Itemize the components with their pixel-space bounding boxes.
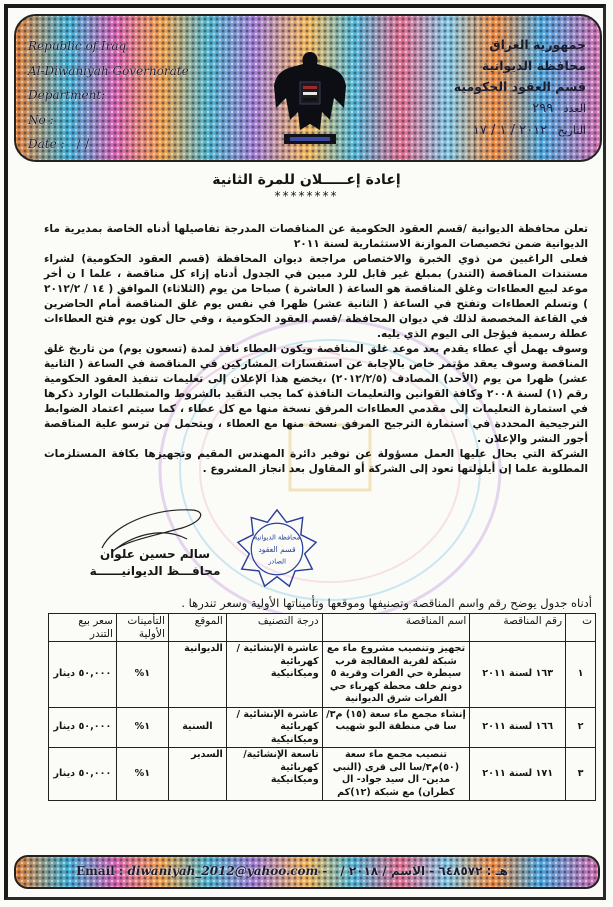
footer-separator: - <box>322 864 328 878</box>
col-header-price: سعر بيع التندر <box>49 614 117 642</box>
tenders-table <box>48 613 596 801</box>
stamp-text-1: محافظة الديوانية <box>253 533 301 542</box>
cell-name: تنصيب مجمع ماء سعة (٥٠)م٣/سا الى قرى (النبي مدين- ال سيد جواد- ال كطران) مع شبكة (١٢)كم <box>322 748 470 801</box>
letterhead-date-label-ar: التاريخ <box>557 124 586 137</box>
letterhead-country-en: Republic of Iraq <box>28 39 127 53</box>
letterhead-date-value-ar: ٢٠١٢ / ١ / ١٧ <box>472 123 548 138</box>
table-row <box>49 748 596 801</box>
body-paragraph: الشركة التي يحال عليها العمل مسؤولة عن توفير دائرة المهندس المقيم وتجهيزها بكافة المستلزمات المطلوبة علما إن أيلولتها تعود إلى الشركة أو المقاول بعد انجاز المشروع . <box>44 448 588 475</box>
signer-name: سالم حسين علوان <box>99 547 211 561</box>
signature-block <box>70 546 240 580</box>
cell-location: السنية <box>168 707 226 748</box>
footer-band <box>14 855 600 889</box>
cell-location: الديوانية <box>168 642 226 708</box>
cell-classification: عاشرة الإنشائية / كهربائية وميكانيكية <box>226 707 322 748</box>
table-caption: أدناه جدول يوضح رقم واسم المناقصة وتصنيفها وموقعها وتأميناتها الأولية وسعر تندرها . <box>181 596 592 610</box>
iraq-eagle-emblem-icon <box>270 46 350 150</box>
table-header-row <box>49 614 596 642</box>
cell-insurance: ١% <box>116 642 168 708</box>
letterhead-governorate-en: Al-Diwaniyah Governorate <box>28 63 189 78</box>
table-row <box>49 642 596 708</box>
letterhead-governorate-ar: محافظة الديوانية <box>481 58 586 73</box>
announcement-heading <box>0 172 613 203</box>
footer-email-label: Email : <box>76 864 124 878</box>
letterhead-country-ar: جمهورية العراق <box>489 37 586 52</box>
body-paragraph: وسوف يهمل أي عطاء يقدم بعد موعد غلق المناقصة ويكون العطاء نافذ لمدة (تسعون يوم) من تاريخ غلق المناقصة وسوف يعقد مؤتمر خاص بالإجابة عن استفسارات المشاركين في المناقصة في الساعة ( الثانية عشر) ظهرا من يوم (الأحد) المصادف (٢٠١٢/٢/٥) ،يخضع هذا الإعلان إلى تعليمات تنفيذ العقود الحكومية رقم (١) لسنة ٢٠٠٨ وكافة القوانين والتعليمات النافذة كما يجب التقيد بالشروط والمتطلبات الوارد ذكرها في استمارة التعليمات إلى مقدمي العطاءات المرفق نسخة منها مع كل عطاء ، كما سيتم اعتماد الضوابط الترجيحية المحددة في استمارة الترجيح المرفق نسخة منها مع العطاء ، ويتحمل من ترسو علية المناقصة أجور النشر والإعلان . <box>44 343 589 445</box>
letterhead-number-label: العدد <box>563 102 586 115</box>
letterhead-number-row <box>454 97 586 119</box>
cell-price: ٥٠,٠٠٠ دينار <box>49 642 117 708</box>
official-stamp-icon <box>236 508 318 590</box>
footer-phone-line: هـ : ٦٤٨٥٧٢ - الاسم / ٢٠١٨ / <box>340 864 508 878</box>
cell-price: ٥٠,٠٠٠ دينار <box>49 748 117 801</box>
col-header-location: الموقع <box>168 614 226 642</box>
cell-insurance: ١% <box>116 707 168 748</box>
cell-insurance: ١% <box>116 748 168 801</box>
col-header-classification: درجة التصنيف <box>226 614 322 642</box>
cell-price: ٥٠,٠٠٠ دينار <box>49 707 117 748</box>
cell-name: تجهيز وتنصيب مشروع ماء مع شبكة لقرية العقالجة قرب سيطرة حي الفرات وقرية ٥ دونم خلف محطة كهرباء حي الفرات شرق الديوانية <box>322 642 470 708</box>
footer-email-line <box>76 864 327 878</box>
letterhead-arabic <box>454 34 586 141</box>
cell-classification: تاسعة الإنشائية/ كهربائية وميكانيكية <box>226 748 322 801</box>
stamp-text-2: قسم العقود <box>258 544 296 554</box>
cell-number: ١٧١ لسنة ٢٠١١ <box>470 748 566 801</box>
letterhead-department-label: Department: <box>28 88 106 102</box>
letterhead-date-label: Date : <box>28 137 65 151</box>
letterhead-no-label: No : <box>28 112 54 127</box>
announcement-title: إعادة إعـــــلان للمرة الثانية <box>212 172 401 188</box>
table-row <box>49 707 596 748</box>
letterhead-english <box>28 34 189 158</box>
announcement-body <box>44 222 588 477</box>
cell-seq: ٣ <box>566 748 596 801</box>
tenders-section <box>40 596 596 801</box>
letterhead-date-value-en: / / <box>76 137 90 152</box>
body-paragraph: فعلى الراغبين من ذوي الخبرة والاختصاص مراجعة ديوان المحافظة (قسم العقود الحكومية) لشراء مستندات المناقصة (التندر) بمبلغ غير قابل للرد مبين في الجدول أدناه إزاء كل مناقصة ، علما ا ن أخر موعد لبيع العطاءات وغلق المناقصة هو الساعة ( العاشرة ) صباحا من يوم (الثلاثاء) الموافق ( ١٤ / ٢٠١٢/٢ ) وتسلم العطاءات وتفتح في الساعة ( الثانية عشر) ظهرا في نفس يوم غلق المناقصة أمام الحاضرين في القاعة المخصصة لذلك في ديوان المحافظة /قسم العقود الحكومية ، وفي حال كون يوم فتح العطاءات عطلة رسمية فيؤجل الى اليوم الذي يليه. <box>44 253 589 340</box>
cell-location: السدير <box>168 748 226 801</box>
cell-number: ١٦٣ لسنة ٢٠١١ <box>470 642 566 708</box>
letterhead <box>14 14 602 162</box>
letterhead-department-ar: قسم العقود الحكومية <box>453 79 586 94</box>
letterhead-date-row-ar <box>454 119 586 141</box>
cell-seq: ٢ <box>566 707 596 748</box>
cell-classification: عاشرة الإنشائية /كهربائية وميكانيكية <box>226 642 322 708</box>
announcement-stars: ******** <box>274 189 339 203</box>
cell-seq: ١ <box>566 642 596 708</box>
footer-email-address[interactable]: diwaniyah_2012@yahoo.com <box>127 864 319 878</box>
letterhead-date-row <box>28 132 189 158</box>
letterhead-number-value: ٢٩٩ <box>532 101 554 116</box>
col-header-seq: ت <box>566 614 596 642</box>
col-header-insurance: التأمينات الأولية <box>116 614 168 642</box>
cell-name: إنشاء مجمع ماء سعة (١٥) م٣/سا في منطقة البو شهيب <box>322 707 470 748</box>
col-header-name: اسم المناقصة <box>322 614 470 642</box>
signer-title: محافـــظ الديوانيــــــة <box>89 564 221 578</box>
col-header-number: رقم المناقصة <box>470 614 566 642</box>
body-paragraph: تعلن محافظة الديوانية /قسم العقود الحكومية عن المناقصات المدرجة تفاصيلها أدناه الخاصة بمديرية ماء الديوانية ضمن تخصيصات الموازنة الاستثمارية لسنة ٢٠١١ <box>44 223 588 250</box>
stamp-text-3: الصادر <box>268 557 286 566</box>
cell-number: ١٦٦ لسنة ٢٠١١ <box>470 707 566 748</box>
